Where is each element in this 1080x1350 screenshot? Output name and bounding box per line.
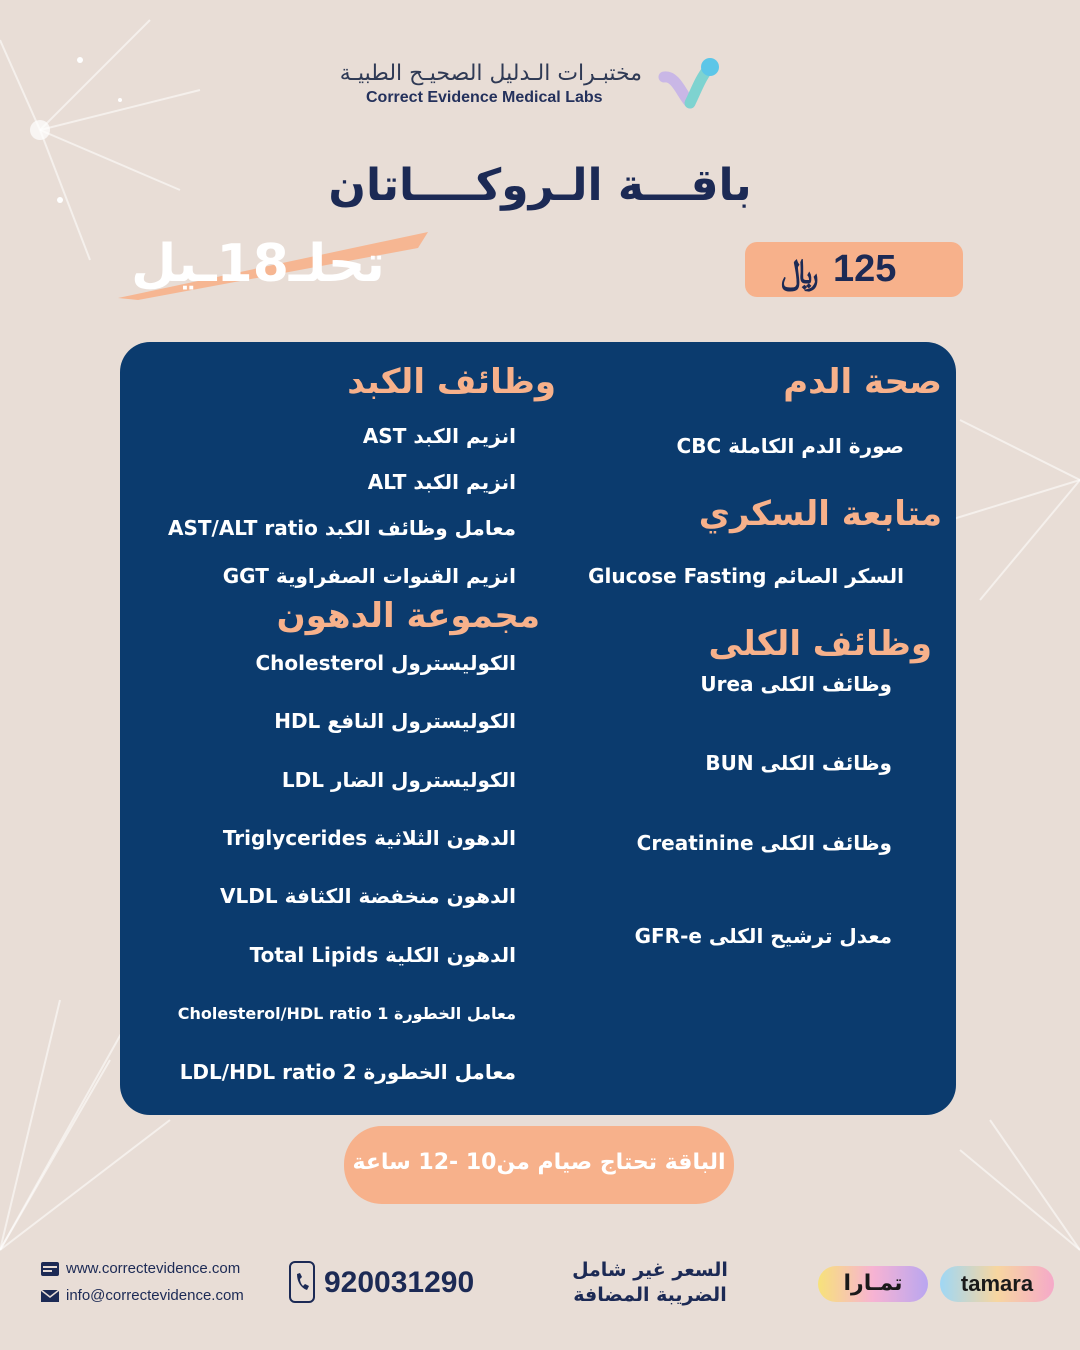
phone-link[interactable] xyxy=(288,1260,498,1308)
list-item: الكوليسترول Cholesterol xyxy=(255,651,516,675)
website-text: www.correctevidence.com xyxy=(66,1260,241,1277)
list-item: معامل وظائف الكبد AST/ALT ratio xyxy=(168,516,516,540)
section-title-lipids: مجموعة الدهون xyxy=(276,596,540,636)
list-item: الدهون الكلية Total Lipids xyxy=(249,943,516,967)
tamara-arabic-badge xyxy=(818,1266,928,1302)
list-item: الدهون الثلاثية Triglycerides xyxy=(222,826,516,850)
list-item: معامل الخطورة LDL/HDL ratio 2 xyxy=(179,1060,516,1084)
brand-logo xyxy=(339,55,720,115)
phone-number: 920031290 xyxy=(324,1266,475,1299)
tamara-badge xyxy=(940,1266,1054,1302)
section-title-blood: صحة الدم xyxy=(783,362,942,402)
fasting-note-text: الباقة تحتاج صيام من10 -12 ساعة xyxy=(352,1150,726,1175)
phone-icon xyxy=(288,1260,316,1304)
price-badge xyxy=(745,242,963,297)
website-link[interactable] xyxy=(40,1260,240,1277)
vat-note xyxy=(560,1258,740,1308)
email-link[interactable] xyxy=(40,1287,244,1304)
tests-count-badge xyxy=(108,230,438,300)
list-item: انزيم الكبد ALT xyxy=(367,470,516,494)
list-item: الكوليسترول الضار LDL xyxy=(281,768,516,792)
list-item: انزيم القنوات الصفراوية GGT xyxy=(222,564,516,588)
section-title-diabetes: متابعة السكري xyxy=(698,494,942,534)
brand-name-arabic: مختبـرات الـدليل الصحيـح الطبيـة xyxy=(339,61,642,86)
riyal-icon: ﷼ xyxy=(781,252,819,292)
vat-note-line2: الضريبة المضافة xyxy=(573,1284,727,1306)
list-item: وظائف الكلى Urea xyxy=(700,672,892,696)
mail-icon xyxy=(40,1288,60,1304)
section-title-liver: وظائف الكبد xyxy=(347,362,556,402)
fasting-note xyxy=(344,1126,734,1204)
price-amount: 125 xyxy=(833,248,897,290)
tests-card xyxy=(120,342,956,1115)
tamara-arabic-label: تمـارا xyxy=(843,1271,903,1296)
list-item: الكوليسترول النافع HDL xyxy=(274,709,516,733)
list-item: وظائف الكلى Creatinine xyxy=(636,831,892,855)
section-title-kidney: وظائف الكلى xyxy=(708,624,932,664)
vat-note-line1: السعر غير شامل xyxy=(572,1259,728,1281)
list-item: صورة الدم الكاملة CBC xyxy=(676,434,904,458)
list-item: الدهون منخفضة الكثافة VLDL xyxy=(220,884,516,908)
package-title: باقـــة الـروكــــاتان xyxy=(328,160,752,211)
logo-mark-icon xyxy=(656,55,720,115)
list-item: وظائف الكلى BUN xyxy=(705,751,892,775)
list-item: معدل ترشيح الكلى GFR-e xyxy=(634,924,892,948)
list-item: السكر الصائم Glucose Fasting xyxy=(588,564,904,588)
web-icon xyxy=(40,1261,60,1277)
list-item: معامل الخطورة Cholesterol/HDL ratio 1 xyxy=(177,1004,516,1023)
tamara-label: tamara xyxy=(960,1271,1034,1296)
brand-name-english: Correct Evidence Medical Labs xyxy=(366,89,603,106)
email-text: info@correctevidence.com xyxy=(66,1287,244,1304)
list-item: انزيم الكبد AST xyxy=(362,424,516,448)
tests-count: تحلـ18ـيل xyxy=(131,234,385,294)
